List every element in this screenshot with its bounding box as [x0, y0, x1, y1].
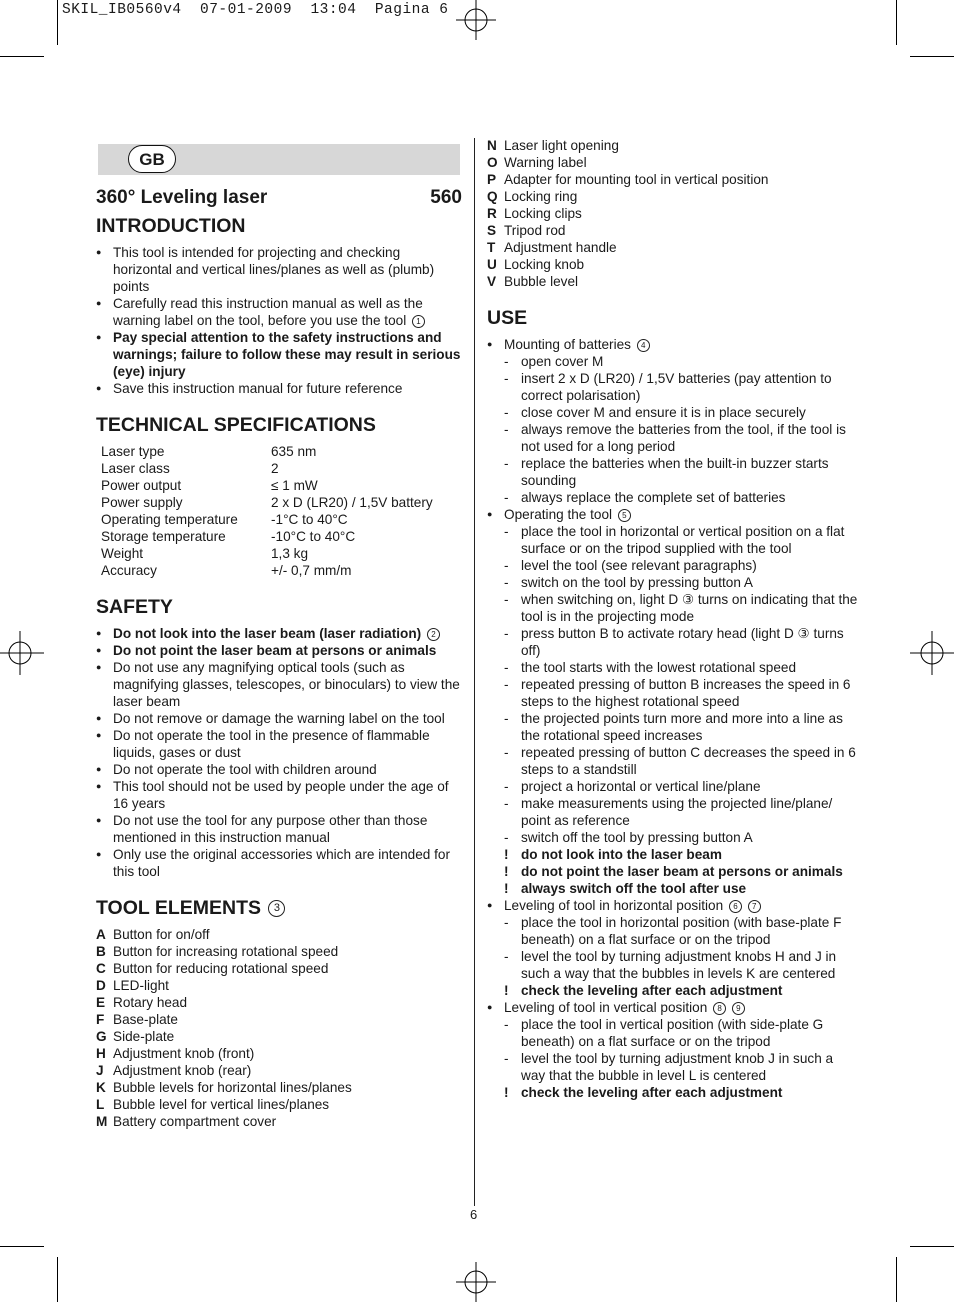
step-marker: - — [504, 575, 509, 590]
product-name: 360° Leveling laser — [96, 187, 268, 208]
tool-element-item — [96, 1028, 462, 1045]
element-text: Button for reducing rotational speed — [113, 961, 329, 976]
spec-key: Laser class — [101, 461, 170, 476]
use-step — [504, 557, 859, 574]
spec-key: Power supply — [101, 495, 183, 510]
step-marker: - — [504, 490, 509, 505]
crop-mark — [896, 1257, 897, 1302]
step-marker: ! — [504, 983, 509, 998]
use-group-title: Mounting of batteries — [504, 337, 631, 352]
item-text: Do not remove or damage the warning label on the tool — [113, 711, 445, 726]
step-text: check the leveling after each adjustment — [521, 983, 783, 998]
element-text: Adapter for mounting tool in vertical position — [504, 172, 769, 187]
element-letter: S — [487, 223, 497, 238]
step-marker: - — [504, 371, 509, 386]
spec-value: 635 nm — [271, 444, 317, 459]
column-divider — [474, 138, 475, 1206]
step-text: press button B to activate rotary head (light D ③ turns off) — [521, 626, 844, 658]
registration-mark-icon — [0, 631, 44, 675]
element-text: Battery compartment cover — [113, 1114, 277, 1129]
use-steps — [504, 353, 859, 506]
step-text: level the tool by turning adjustment knob J in such a way that the bubble in level L is centered — [521, 1051, 834, 1083]
tool-element-item — [96, 943, 462, 960]
section-heading: SAFETY — [96, 596, 173, 618]
tool-element-item — [96, 960, 462, 977]
list-item — [96, 659, 462, 710]
element-text: Button for on/off — [113, 927, 210, 942]
step-text: always switch off the tool after use — [521, 881, 747, 896]
spec-key: Laser type — [101, 444, 165, 459]
use-step — [504, 795, 859, 829]
left-column — [96, 186, 462, 1130]
spec-row — [101, 511, 433, 528]
tool-element-item — [96, 1096, 462, 1113]
crop-mark — [0, 56, 44, 57]
element-text: Locking knob — [504, 257, 585, 272]
tool-elements-list — [96, 926, 462, 1130]
step-marker: - — [504, 915, 509, 930]
item-text: Do not operate the tool with children around — [113, 762, 377, 777]
figure-ref: 3 — [268, 900, 285, 917]
list-item — [96, 244, 462, 295]
page-number: 6 — [470, 1207, 478, 1222]
list-item — [96, 778, 462, 812]
use-step — [504, 1084, 859, 1101]
list-item — [96, 295, 462, 329]
item-text: Do not point the laser beam at persons or animals — [113, 643, 437, 658]
section-heading: USE — [487, 307, 528, 329]
step-marker: - — [504, 660, 509, 675]
element-letter: J — [96, 1063, 104, 1078]
element-text: Locking clips — [504, 206, 582, 221]
crop-mark — [57, 0, 58, 45]
tool-element-item — [487, 188, 859, 205]
element-text: Bubble level — [504, 274, 579, 289]
step-text: place the tool in vertical position (with side-plate G beneath) on a flat surface or on the tripod — [521, 1017, 824, 1049]
element-text: Adjustment knob (front) — [113, 1046, 255, 1061]
use-step — [504, 710, 859, 744]
step-marker: - — [504, 711, 509, 726]
registration-mark-icon — [456, 0, 496, 40]
item-text: Only use the original accessories which are intended for this tool — [113, 847, 451, 879]
element-letter: R — [487, 206, 497, 221]
element-text: Warning label — [504, 155, 587, 170]
step-marker: - — [504, 796, 509, 811]
step-marker: - — [504, 456, 509, 471]
crop-mark — [0, 1246, 44, 1247]
step-text: do not look into the laser beam — [521, 847, 722, 862]
spec-key: Operating temperature — [101, 512, 238, 527]
tool-elements-section — [96, 896, 462, 1130]
spec-value: -1°C to 40°C — [271, 512, 348, 527]
step-text: the projected points turn more and more into a line as the rotational speed increases — [521, 711, 843, 743]
tool-element-item — [96, 1113, 462, 1130]
use-step — [504, 1050, 859, 1084]
element-letter: T — [487, 240, 496, 255]
use-step — [504, 659, 859, 676]
file-header: SKIL_IB0560v4 07-01-2009 13:04 Pagina 6 — [62, 2, 449, 18]
step-marker: - — [504, 422, 509, 437]
figure-ref: 5 — [618, 509, 631, 522]
use-step — [504, 591, 859, 625]
element-text: Rotary head — [113, 995, 188, 1010]
use-step — [504, 489, 859, 506]
list-item — [96, 642, 462, 659]
spec-value: 2 x D (LR20) / 1,5V battery — [271, 495, 433, 510]
list-item — [96, 812, 462, 846]
step-text: always replace the complete set of batteries — [521, 490, 786, 505]
spec-key: Storage temperature — [101, 529, 226, 544]
section-heading — [96, 896, 462, 920]
step-marker: ! — [504, 1085, 509, 1100]
step-text: check the leveling after each adjustment — [521, 1085, 783, 1100]
tool-element-item — [487, 273, 859, 290]
step-marker: - — [504, 949, 509, 964]
item-text: Do not operate the tool in the presence of flammable liquids, gases or dust — [113, 728, 430, 760]
use-group — [487, 506, 859, 897]
element-text: Side-plate — [113, 1029, 175, 1044]
use-step — [504, 370, 859, 404]
step-marker: - — [504, 354, 509, 369]
step-text: do not point the laser beam at persons or animals — [521, 864, 843, 879]
spec-row — [101, 460, 433, 477]
step-marker: ! — [504, 864, 509, 879]
element-letter: E — [96, 995, 106, 1010]
step-text: repeated pressing of button B increases the speed in 6 steps to the highest rotational speed — [521, 677, 851, 709]
use-step — [504, 574, 859, 591]
list-item — [96, 846, 462, 880]
item-text: Save this instruction manual for future reference — [113, 381, 403, 396]
tool-element-item — [487, 171, 859, 188]
use-step — [504, 523, 859, 557]
spec-row — [101, 477, 433, 494]
use-step — [504, 880, 859, 897]
registration-mark-icon — [910, 631, 954, 675]
crop-mark — [896, 0, 897, 45]
step-text: open cover M — [521, 354, 604, 369]
step-text: replace the batteries when the built-in buzzer starts sounding — [521, 456, 829, 488]
step-text: switch on the tool by pressing button A — [521, 575, 753, 590]
use-group — [487, 999, 859, 1101]
list-item — [96, 761, 462, 778]
use-step — [504, 744, 859, 778]
use-group — [487, 897, 859, 999]
spec-key: Weight — [101, 546, 144, 561]
element-letter: P — [487, 172, 497, 187]
figure-ref: 7 — [748, 900, 761, 913]
spec-row — [101, 443, 433, 460]
element-letter: B — [96, 944, 106, 959]
element-letter: H — [96, 1046, 106, 1061]
use-steps — [504, 914, 859, 999]
tool-element-item — [96, 994, 462, 1011]
element-text: Adjustment knob (rear) — [113, 1063, 252, 1078]
step-marker: - — [504, 1017, 509, 1032]
model-number: 560 — [430, 187, 462, 208]
step-marker: ! — [504, 881, 509, 896]
item-text: Pay special attention to the safety instructions and warnings; failure to follow these may result in serious (eye) injury — [113, 330, 461, 379]
step-text: always remove the batteries from the tool, if the tool is not used for a long period — [521, 422, 846, 454]
list-item — [96, 710, 462, 727]
element-letter: N — [487, 138, 497, 153]
registration-mark-icon — [456, 1262, 496, 1302]
tool-element-item — [487, 154, 859, 171]
step-text: close cover M and ensure it is in place securely — [521, 405, 806, 420]
step-text: place the tool in horizontal position (with base-plate F beneath) on a flat surface or on the tripod — [521, 915, 842, 947]
item-text: This tool is intended for projecting and checking horizontal and vertical lines/planes as well as (plumb) points — [113, 245, 435, 294]
use-step — [504, 863, 859, 880]
crop-mark — [910, 1246, 954, 1247]
item-text: This tool should not be used by people under the age of 16 years — [113, 779, 449, 811]
step-text: the tool starts with the lowest rotational speed — [521, 660, 797, 675]
element-letter: A — [96, 927, 106, 942]
element-text: Button for increasing rotational speed — [113, 944, 339, 959]
figure-ref: 9 — [732, 1002, 745, 1015]
tool-element-item — [487, 205, 859, 222]
element-letter: V — [487, 274, 497, 289]
step-marker: - — [504, 626, 509, 641]
spec-row — [101, 545, 433, 562]
tool-element-item — [487, 239, 859, 256]
element-letter: L — [96, 1097, 105, 1112]
item-text: Do not use the tool for any purpose other than those mentioned in this instruction manual — [113, 813, 428, 845]
use-step — [504, 1016, 859, 1050]
use-list — [487, 336, 859, 1101]
step-text: make measurements using the projected line/plane/ point as reference — [521, 796, 833, 828]
figure-ref: 1 — [412, 315, 425, 328]
use-group-title: Operating the tool — [504, 507, 613, 522]
tech-spec-section — [96, 413, 462, 579]
introduction-section — [96, 214, 462, 397]
item-text: Carefully read this instruction manual as well as the warning label on the tool, before you use the tool — [113, 296, 423, 328]
language-badge: GB — [128, 145, 176, 173]
element-letter: C — [96, 961, 106, 976]
spec-value: 1,3 kg — [271, 546, 309, 561]
tool-elements-heading-text: TOOL ELEMENTS — [96, 897, 262, 919]
step-text: switch off the tool by pressing button A — [521, 830, 753, 845]
safety-list — [96, 625, 462, 880]
list-item — [96, 625, 462, 642]
step-marker: - — [504, 779, 509, 794]
element-text: Laser light opening — [504, 138, 619, 153]
spec-value: ≤ 1 mW — [271, 478, 318, 493]
use-steps — [504, 523, 859, 897]
tool-element-item — [96, 1045, 462, 1062]
use-step — [504, 914, 859, 948]
use-step — [504, 404, 859, 421]
element-text: Locking ring — [504, 189, 578, 204]
step-marker: - — [504, 745, 509, 760]
list-item — [96, 727, 462, 761]
list-item — [96, 329, 462, 380]
step-marker: ! — [504, 847, 509, 862]
step-marker: - — [504, 592, 509, 607]
element-text: LED-light — [113, 978, 169, 993]
step-text: place the tool in horizontal or vertical position on a flat surface or on the tripod supplied with the tool — [521, 524, 845, 556]
tool-element-item — [96, 1079, 462, 1096]
element-letter: K — [96, 1080, 106, 1095]
use-step — [504, 455, 859, 489]
step-marker: - — [504, 558, 509, 573]
figure-ref: 2 — [427, 628, 440, 641]
use-step — [504, 948, 859, 982]
use-step — [504, 421, 859, 455]
spec-key: Accuracy — [101, 563, 157, 578]
use-section — [487, 306, 859, 1101]
step-text: when switching on, light D ③ turns on indicating that the tool is in the projecting mode — [521, 592, 858, 624]
section-heading: INTRODUCTION — [96, 215, 246, 237]
use-group — [487, 336, 859, 506]
spec-row — [101, 562, 433, 579]
use-step — [504, 846, 859, 863]
element-text: Tripod rod — [504, 223, 566, 238]
element-text: Adjustment handle — [504, 240, 617, 255]
figure-ref: 8 — [713, 1002, 726, 1015]
crop-mark — [910, 56, 954, 57]
step-marker: - — [504, 677, 509, 692]
use-group-title: Leveling of tool in horizontal position — [504, 898, 724, 913]
crop-mark — [57, 1257, 58, 1302]
element-letter: U — [487, 257, 497, 272]
element-text: Bubble levels for horizontal lines/planes — [113, 1080, 352, 1095]
element-text: Base-plate — [113, 1012, 178, 1027]
spec-row — [101, 494, 433, 511]
figure-ref: 4 — [637, 339, 650, 352]
spec-table — [101, 443, 433, 579]
spec-value: +/- 0,7 mm/m — [271, 563, 352, 578]
use-step — [504, 625, 859, 659]
right-column — [487, 137, 859, 1101]
item-text: Do not use any magnifying optical tools (such as magnifying glasses, telescopes, or binoculars) to view the laser beam — [113, 660, 460, 709]
item-text: Do not look into the laser beam (laser radiation) — [113, 626, 422, 641]
tool-element-item — [487, 137, 859, 154]
element-text: Bubble level for vertical lines/planes — [113, 1097, 330, 1112]
use-step — [504, 982, 859, 999]
element-letter: D — [96, 978, 106, 993]
tool-element-item — [487, 222, 859, 239]
tool-elements-list-cont — [487, 137, 859, 290]
step-text: project a horizontal or vertical line/plane — [521, 779, 761, 794]
product-title — [96, 186, 462, 210]
tool-element-item — [96, 1011, 462, 1028]
element-letter: O — [487, 155, 498, 170]
tool-element-item — [96, 977, 462, 994]
step-text: level the tool (see relevant paragraphs) — [521, 558, 757, 573]
element-letter: G — [96, 1029, 107, 1044]
use-steps — [504, 1016, 859, 1101]
tool-element-item — [487, 256, 859, 273]
step-text: repeated pressing of button C decreases the speed in 6 steps to a standstill — [521, 745, 856, 777]
spec-key: Power output — [101, 478, 182, 493]
spec-row — [101, 528, 433, 545]
use-step — [504, 676, 859, 710]
tool-element-item — [96, 926, 462, 943]
step-marker: - — [504, 524, 509, 539]
use-step — [504, 778, 859, 795]
safety-section — [96, 595, 462, 880]
element-letter: M — [96, 1114, 108, 1129]
step-text: insert 2 x D (LR20) / 1,5V batteries (pay attention to correct polarisation) — [521, 371, 832, 403]
figure-ref: 6 — [729, 900, 742, 913]
spec-value: -10°C to 40°C — [271, 529, 356, 544]
step-marker: - — [504, 830, 509, 845]
spec-value: 2 — [271, 461, 279, 476]
element-letter: F — [96, 1012, 105, 1027]
use-step — [504, 353, 859, 370]
step-marker: - — [504, 1051, 509, 1066]
use-group-title: Leveling of tool in vertical position — [504, 1000, 708, 1015]
introduction-list — [96, 244, 462, 397]
tool-element-item — [96, 1062, 462, 1079]
element-letter: Q — [487, 189, 498, 204]
step-marker: - — [504, 405, 509, 420]
section-heading: TECHNICAL SPECIFICATIONS — [96, 414, 376, 436]
list-item — [96, 380, 462, 397]
use-step — [504, 829, 859, 846]
step-text: level the tool by turning adjustment knobs H and J in such a way that the bubbles in levels K are centered — [521, 949, 837, 981]
